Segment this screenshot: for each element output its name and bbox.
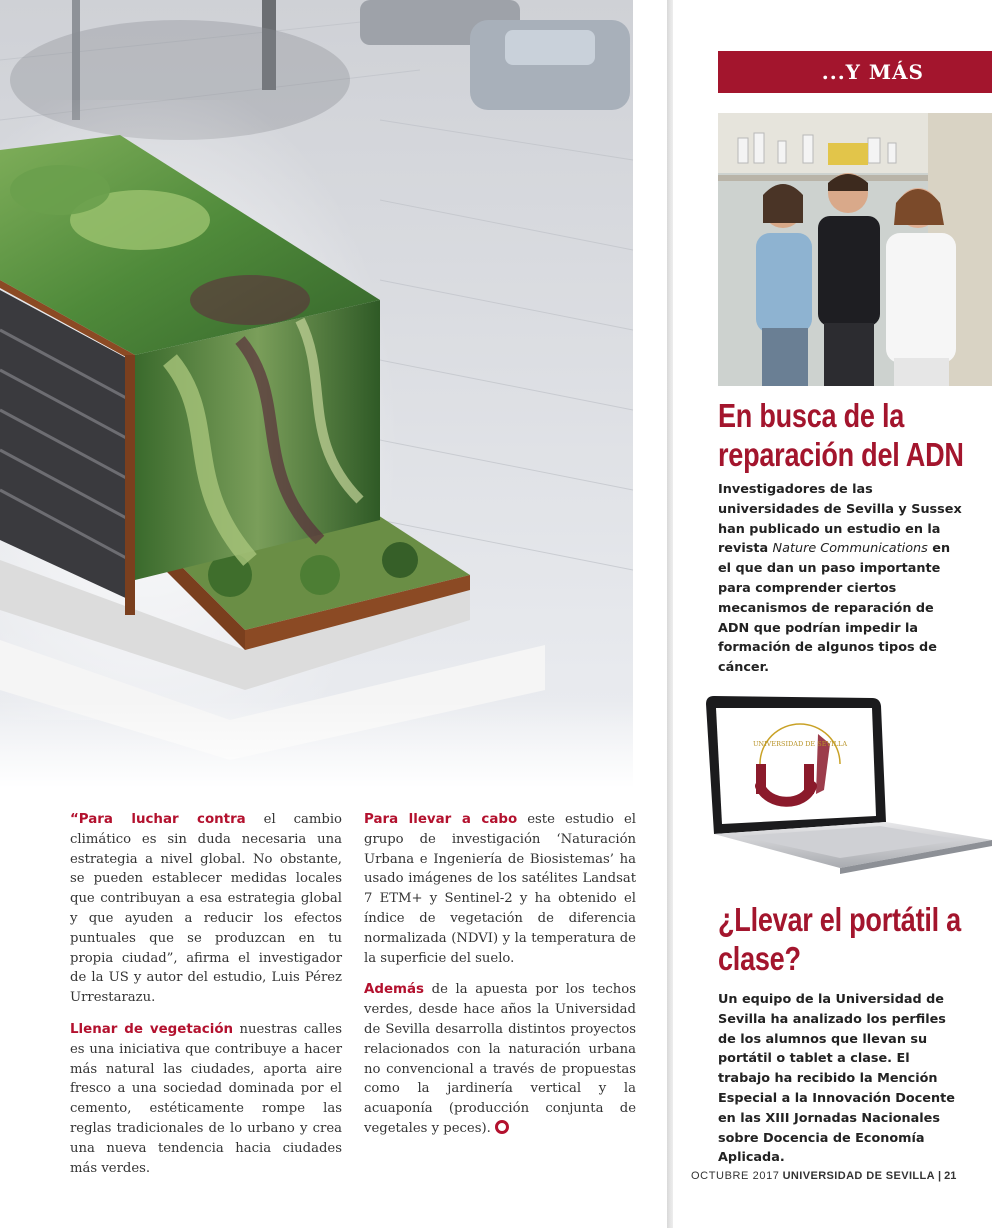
article-column-right <box>364 810 636 1151</box>
paragraph-text: el cambio climático es sin duda necesaria una estrategia a nivel global. No obstante, se pueden establecer medidas locales que contribuyan a esa estrategia global y que ayuden a reducir los efectos puntuales que se produzcan en tu propia ciudad”, afirma el investigador de la US y autor del estudio, Luis Pérez Urrestarazu. <box>70 812 342 1006</box>
researchers-photo <box>718 113 992 386</box>
end-of-article-icon <box>495 1120 509 1134</box>
story-headline: En busca de la reparación del ADN <box>718 397 964 473</box>
paragraph-lead: Llenar de vegetación <box>70 1021 234 1037</box>
footer-publication: UNIVERSIDAD DE SEVILLA <box>782 1170 936 1182</box>
paragraph-text: nuestras calles es una iniciativa que contribuye a hacer más natural las ciudades, aporta aire fresco a una sociedad dominada por el cemento, estéticamente rompe las reglas tradicionales de lo urbano y crea una nueva tendencia hacia ciudades más verdes. <box>70 1021 343 1176</box>
page-footer <box>691 1170 991 1182</box>
paragraph-lead: “Para luchar contra <box>70 812 246 827</box>
section-banner: ...Y MÁS <box>718 51 992 93</box>
journal-name: Nature Communications <box>772 541 928 557</box>
story-body: Un equipo de la Universidad de Sevilla ha analizado los perfiles de los alumnos que llevan su portátil o tablet a clase. El trabajo ha recibido la Mención Especial a la Innovación Docente en las XIII Jornadas Nacionales sobre Docencia de Economía Aplicada. <box>718 992 955 1166</box>
footer-separator: | <box>938 1170 942 1182</box>
article-paragraph <box>364 980 636 1138</box>
story-body-text: Investigadores de las universidades de Sevilla y Sussex han publicado un estudio en la revista <box>718 482 962 557</box>
page-number: 21 <box>944 1170 957 1182</box>
green-wall-photo <box>0 0 633 788</box>
paragraph-text: este estudio el grupo de investigación ‘Naturación Urbana e Ingeniería de Biosistemas’ ha usado imágenes de los satélites Landsat 7 ETM+ y Sentinel-2 y ha obtenido el índice de vegetación de diferencia normalizada (NDVI) y la temperatura de la superficie del suelo. <box>364 812 636 966</box>
article-paragraph <box>70 1020 342 1178</box>
story-headline: ¿Llevar el portátil a clase? <box>718 901 961 977</box>
article-column-left <box>70 810 342 1190</box>
article-paragraph <box>364 810 636 968</box>
article-paragraph <box>70 810 342 1008</box>
paragraph-lead: Además <box>364 982 424 998</box>
story-body-text: en el que dan un paso importante para comprender ciertos mecanismos de reparación de ADN que podrían impedir la formación de algunos tipos de cáncer. <box>718 541 951 676</box>
story-body <box>718 480 964 678</box>
footer-issue-date: OCTUBRE 2017 <box>691 1170 780 1182</box>
logo-text: UNIVERSIDAD DE SEVILLA <box>752 740 848 748</box>
paragraph-lead: Para llevar a cabo <box>364 812 518 827</box>
paragraph-text: de la apuesta por los techos verdes, desde hace años la Universidad de Sevilla desarrolla distintos proyectos relacionados con la naturación urbana no convencional a través de propuestas como la jardinería vertical y la acuaponía (producción conjunta de vegetales y peces). <box>364 982 636 1136</box>
photo-fade <box>0 700 633 788</box>
laptop-image <box>700 694 992 874</box>
